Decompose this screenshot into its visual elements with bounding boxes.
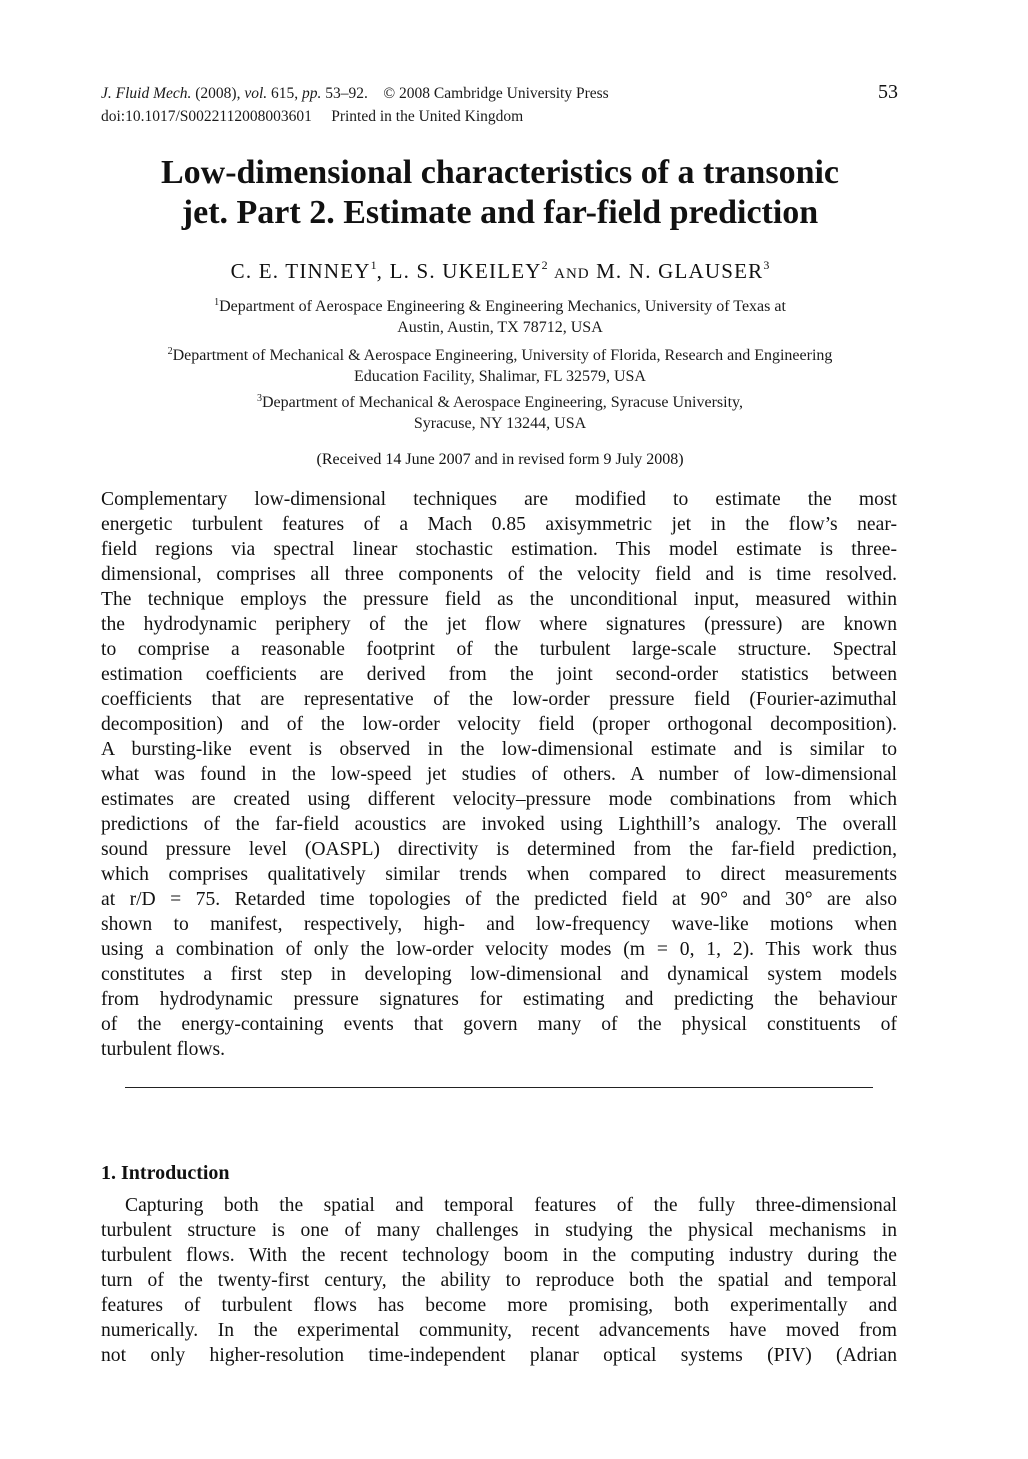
doi-line <box>101 108 523 126</box>
volume-number: 615, <box>271 85 299 102</box>
affiliation-1-line-1: Department of Aerospace Engineering & Engineering Mechanics, University of Texas at <box>219 298 786 315</box>
paper-title-line-2: jet. Part 2. Estimate and far-field prediction <box>181 194 819 231</box>
body-line: turbulent flows. With the recent technology boom in the computing industry during the <box>101 1245 897 1266</box>
body-line: turn of the twenty-first century, the ability to reproduce both the spatial and temporal <box>101 1270 897 1291</box>
doi: doi:10.1017/S0022112008003601 <box>101 108 312 125</box>
author-2: L. S. UKEILEY <box>389 259 542 283</box>
page-range: 53–92. <box>325 85 368 102</box>
abstract-line: shown to manifest, respectively, high- and low-frequency wave-like motions when <box>101 914 897 935</box>
affiliation-1 <box>0 292 1000 338</box>
author-1: C. E. TINNEY <box>230 259 371 283</box>
abstract-line: The technique employs the pressure field as the unconditional input, measured within <box>101 589 897 610</box>
abstract-line: what was found in the low-speed jet studies of others. A number of low-dimensional <box>101 764 897 785</box>
affiliation-3-line-1: Department of Mechanical & Aerospace Engineering, Syracuse University, <box>261 394 743 411</box>
body-line: Capturing both the spatial and temporal features of the fully three-dimensional <box>125 1195 897 1216</box>
abstract-line: energetic turbulent features of a Mach 0.85 axisymmetric jet in the flow’s near- <box>101 514 897 535</box>
body-line: numerically. In the experimental community, recent advancements have moved from <box>101 1320 897 1341</box>
journal-citation-line <box>101 85 609 103</box>
abstract-line: of the energy-containing events that govern many of the physical constituents of <box>101 1014 897 1035</box>
abstract-line: field regions via spectral linear stochastic estimation. This model estimate is three- <box>101 539 897 560</box>
abstract-line: decomposition) and of the low-order velocity field (proper orthogonal decomposition). <box>101 714 897 735</box>
journal-name: J. Fluid Mech. <box>101 85 192 102</box>
printed-notice: Printed in the United Kingdom <box>331 108 524 125</box>
paper-title-line-1: Low-dimensional characteristics of a transonic <box>160 154 840 191</box>
author-3: M. N. GLAUSER <box>596 259 764 283</box>
affiliation-2-line-2: Education Facility, Shalimar, FL 32579, USA <box>354 368 646 385</box>
body-line: not only higher-resolution time-independent planar optical systems (PIV) (Adrian <box>101 1345 897 1366</box>
author-1-affiliation-mark: 1 <box>370 258 377 272</box>
abstract-line: estimation coefficients are derived from the joint second-order statistics between <box>101 664 897 685</box>
author-3-affiliation-mark: 3 <box>763 258 770 272</box>
received-dates: (Received 14 June 2007 and in revised form 9 July 2008) <box>316 451 684 468</box>
abstract-line: at r/D = 75. Retarded time topologies of the predicted field at 90° and 30° are also <box>101 889 897 910</box>
abstract-line: from hydrodynamic pressure signatures for estimating and predicting the behaviour <box>101 989 897 1010</box>
author-list: C. E. TINNEY$^1$, L. S. UKEILEY$^2$ AND M. N. GLAUSER$^3$ <box>230 258 770 283</box>
abstract-line: sound pressure level (OASPL) directivity is determined from the far-field prediction, <box>101 839 897 860</box>
body-line: features of turbulent flows has become more promising, both experimentally and <box>101 1295 897 1316</box>
abstract-line: turbulent flows. <box>101 1039 226 1060</box>
abstract-line: Complementary low-dimensional techniques are modified to estimate the most <box>101 489 897 510</box>
page-number: 53 <box>878 81 898 103</box>
affiliation-2 <box>0 341 1000 387</box>
affiliation-3-mark: 3 <box>256 393 262 404</box>
author-2-affiliation-mark: 2 <box>541 258 548 272</box>
affiliation-2-line-1: Department of Mechanical & Aerospace Engineering, University of Florida, Research and Engineering <box>172 347 833 364</box>
abstract-line: estimates are created using different velocity–pressure mode combinations from which <box>101 789 897 810</box>
abstract-line: predictions of the far-field acoustics are invoked using Lighthill’s analogy. The overall <box>101 814 897 835</box>
affiliation-3 <box>0 388 1000 434</box>
affiliation-1-mark: 1 <box>214 297 220 308</box>
author-conjunction: AND <box>554 266 590 282</box>
abstract-divider <box>125 1087 873 1088</box>
journal-year: (2008), <box>195 85 241 102</box>
copyright-notice: © 2008 Cambridge University Press <box>383 85 609 102</box>
abstract-line: coefficients that are representative of the low-order pressure field (Fourier-azimuthal <box>101 689 897 710</box>
affiliation-1-line-2: Austin, Austin, TX 78712, USA <box>397 319 603 336</box>
pages-label: pp. <box>302 85 322 102</box>
abstract-line: using a combination of only the low-order velocity modes (m = 0, 1, 2). This work thus <box>101 939 897 960</box>
abstract-line: A bursting-like event is observed in the low-dimensional estimate and is similar to <box>101 739 897 760</box>
volume-label: vol. <box>244 85 268 102</box>
section-heading-introduction: 1. Introduction <box>101 1162 230 1184</box>
abstract-line: dimensional, comprises all three components of the velocity field and is time resolved. <box>101 564 897 585</box>
affiliation-2-mark: 2 <box>167 346 173 357</box>
body-line: turbulent structure is one of many challenges in studying the physical mechanisms in <box>101 1220 897 1241</box>
abstract-line: constitutes a first step in developing low-dimensional and dynamical system models <box>101 964 897 985</box>
abstract-line: to comprise a reasonable footprint of the turbulent large-scale structure. Spectral <box>101 639 897 660</box>
abstract-line: which comprises qualitatively similar trends when compared to direct measurements <box>101 864 897 885</box>
abstract-line: the hydrodynamic periphery of the jet flow where signatures (pressure) are known <box>101 614 897 635</box>
affiliation-3-line-2: Syracuse, NY 13244, USA <box>413 415 587 432</box>
